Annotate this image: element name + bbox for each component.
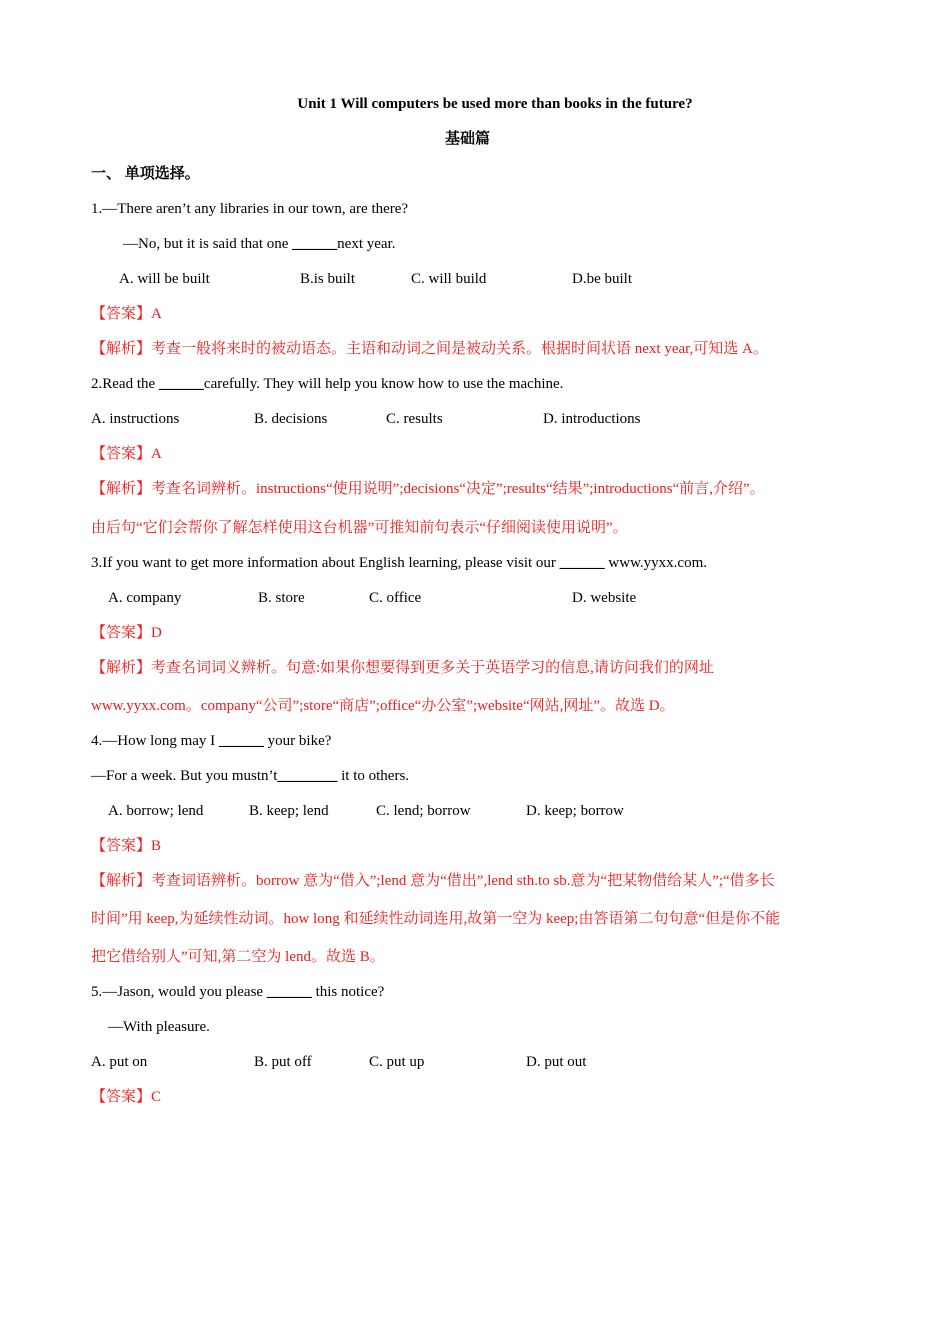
answer-1: 【答案】A [91, 306, 162, 322]
answer-5: 【答案】C [91, 1089, 162, 1105]
page-subtitle: 基础篇 [444, 131, 490, 147]
explanation-4-line-2: 时间”用 keep,为延续性动词。how long 和延续性动词连用,故第一空为 keep;由答语第二句句意“但是你不能 [91, 911, 781, 927]
option-a: A. will be built [119, 271, 210, 287]
answer-blank: ______ [292, 236, 338, 252]
answer-blank: ______ [218, 733, 264, 749]
option-d: D. put out [526, 1054, 587, 1070]
explanation-1: 【解析】考查一般将来时的被动语态。主语和动词之间是被动关系。根据时间状语 next year,可知选 A。 [91, 341, 768, 357]
option-c: C. results [386, 411, 443, 427]
explanation-3-line-1: 【解析】考查名词词义辨析。句意:如果你想要得到更多关于英语学习的信息,请访问我们的网址 [91, 660, 714, 676]
explanation-2-line-2: 由后句“它们会帮你了解怎样使用这台机器”可推知前句表示“仔细阅读使用说明”。 [91, 520, 628, 536]
option-a: A. instructions [91, 411, 180, 427]
answer-2: 【答案】A [91, 446, 162, 462]
explanation-3-line-2: www.yyxx.com。company“公司”;store“商店”;office“办公室”;website“网站,网址”。故选 D。 [91, 698, 675, 714]
option-b: B. put off [254, 1054, 312, 1070]
explanation-2-line-1: 【解析】考查名词辨析。instructions“使用说明”;decisions“决定”;results“结果”;introductions“前言,介绍”。 [91, 481, 765, 497]
question-5-stem: 5.—Jason, would you please ______ this notice? [91, 984, 385, 1000]
option-c: C. will build [411, 271, 487, 287]
page-title: Unit 1 Will computers be used more than books in the future? [297, 96, 693, 112]
section-heading: 一、 单项选择。 [91, 166, 200, 182]
question-1-reply: —No, but it is said that one ______next year. [123, 236, 396, 252]
explanation-4-line-1: 【解析】考查词语辨析。borrow 意为“借入”;lend 意为“借出”,lend sth.to sb.意为“把某物借给某人”;“借多长 [91, 873, 775, 889]
question-4-stem: 4.—How long may I ______ your bike? [91, 733, 332, 749]
option-b: B.is built [300, 271, 356, 287]
question-3-stem: 3.If you want to get more information about English learning, please visit our ______ www.yyxx.com. [91, 555, 708, 571]
question-4-reply: —For a week. But you mustn’t________ it to others. [91, 768, 410, 784]
answer-blank: ______ [266, 984, 312, 1000]
option-b: B. keep; lend [249, 803, 329, 819]
option-a: A. borrow; lend [108, 803, 204, 819]
option-d: D. keep; borrow [526, 803, 624, 819]
option-d: D. website [572, 590, 637, 606]
answer-blank: ________ [277, 768, 338, 784]
explanation-4-line-3: 把它借给别人”可知,第二空为 lend。故选 B。 [91, 949, 385, 965]
option-b: B. decisions [254, 411, 328, 427]
answer-blank: ______ [559, 555, 605, 571]
question-2-stem: 2.Read the ______carefully. They will help you know how to use the machine. [91, 376, 564, 392]
question-5-reply: —With pleasure. [108, 1019, 210, 1035]
answer-4: 【答案】B [91, 838, 162, 854]
option-b: B. store [258, 590, 305, 606]
option-a: A. company [108, 590, 182, 606]
option-c: C. office [369, 590, 422, 606]
option-c: C. put up [369, 1054, 425, 1070]
answer-3: 【答案】D [91, 625, 162, 641]
option-a: A. put on [91, 1054, 148, 1070]
option-d: D.be built [572, 271, 632, 287]
question-text: 1.—There aren’t any libraries in our town, are there? [91, 201, 409, 217]
question-1-stem [91, 199, 408, 219]
option-d: D. introductions [543, 411, 641, 427]
option-c: C. lend; borrow [376, 803, 471, 819]
answer-blank: ______ [158, 376, 204, 392]
